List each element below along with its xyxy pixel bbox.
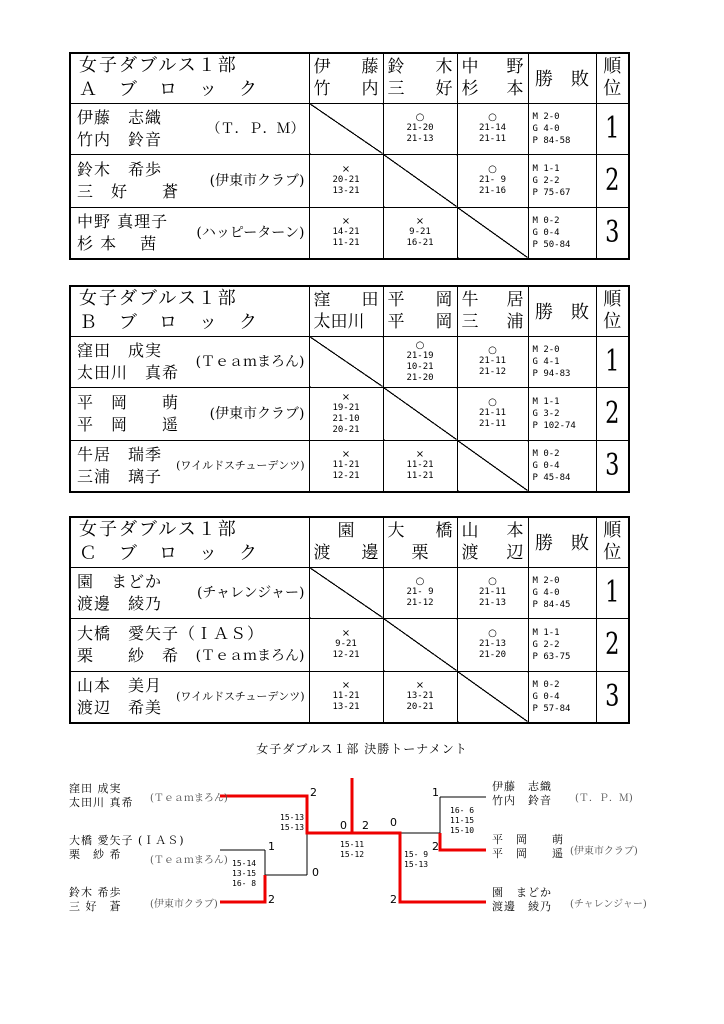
- win-loss-cell: M 2-0 G 4-0 P 84-45: [528, 567, 596, 618]
- game-count: 2: [310, 786, 317, 799]
- game-count: 2: [268, 893, 275, 906]
- tournament-team: 鈴木 希歩 三 好 蒼: [69, 886, 122, 913]
- rank-cell: 1: [600, 567, 625, 618]
- player-cell: 窪田 成実 太田川 真希 (Ｔｅａｍまろん): [70, 336, 309, 387]
- rank-cell: 1: [600, 103, 625, 154]
- score-cell: × 11-21 11-21: [383, 440, 457, 492]
- player-cell: 鈴木 希歩 三 好 蒼 (伊東市クラブ): [70, 154, 309, 207]
- player-cell: 中野 真理子 杉 本 茜 (ハッピーターン): [70, 207, 309, 259]
- opponent-header: 山 本 渡 辺: [457, 517, 528, 567]
- win-loss-cell: M 2-0 G 4-1 P 94-83: [528, 336, 596, 387]
- opponent-header: 園 渡 邊: [309, 517, 383, 567]
- opponent-header: 平 岡 平 岡: [383, 286, 457, 336]
- set-scores: 15- 9 15-13: [404, 850, 429, 869]
- tournament-title: 女子ダブルス１部 決勝トーナメント: [256, 742, 468, 756]
- block-title: 女子ダブルス１部 Ｂ ブ ロ ッ ク: [70, 286, 309, 336]
- win-loss-cell: M 2-0 G 4-0 P 84-58: [528, 103, 596, 154]
- score-cell: × 9-21 12-21: [309, 618, 383, 671]
- tournament-team: 窪田 成実 太田川 真希: [69, 782, 134, 809]
- tournament-team: 伊藤 志織 竹内 鈴音: [492, 780, 552, 807]
- win-loss-cell: M 1-1 G 2-2 P 63-75: [528, 618, 596, 671]
- score-cell: × 9-21 16-21: [383, 207, 457, 259]
- score-cell: × 20-21 13-21: [309, 154, 383, 207]
- opponent-header: 大 橋 栗: [383, 517, 457, 567]
- score-cell: ○ 21- 9 21-16: [457, 154, 528, 207]
- team-club: (伊東市クラブ): [150, 899, 218, 910]
- game-count: 0: [340, 819, 347, 832]
- win-loss-cell: M 1-1 G 2-2 P 75-67: [528, 154, 596, 207]
- rank-cell: 3: [600, 440, 625, 492]
- score-cell: ○ 21-13 21-20: [457, 618, 528, 671]
- team-club: (伊東市クラブ): [570, 846, 638, 857]
- block-title: 女子ダブルス１部 Ｃ ブ ロ ッ ク: [70, 517, 309, 567]
- score-cell: × 11-21 12-21: [309, 440, 383, 492]
- player-cell: 伊藤 志織 竹内 鈴音 （Ｔ．Ｐ．Ｍ）: [70, 103, 309, 154]
- game-count: 2: [432, 840, 439, 853]
- score-cell: ○ 21-11 21-12: [457, 336, 528, 387]
- player-cell: 大橋 愛矢子（ＩＡＳ） 栗 紗 希 (Ｔｅａｍまろん): [70, 618, 309, 671]
- game-count: 1: [268, 840, 275, 853]
- win-loss-cell: M 1-1 G 3-2 P 102-74: [528, 387, 596, 440]
- score-cell: ○ 21-14 21-11: [457, 103, 528, 154]
- score-cell: ○ 21-11 21-13: [457, 567, 528, 618]
- score-cell: ○ 21-11 21-11: [457, 387, 528, 440]
- opponent-header: 窪 田 太田川: [309, 286, 383, 336]
- score-cell: ○ 21-19 10-21 21-20: [383, 336, 457, 387]
- win-loss-header: 勝 敗: [528, 517, 596, 567]
- set-scores: 15-13 15-13: [280, 813, 305, 832]
- opponent-header: 中 野 杉 本: [457, 53, 528, 103]
- rank-cell: 2: [600, 618, 625, 671]
- score-cell: × 19-21 21-10 20-21: [309, 387, 383, 440]
- opponent-header: 伊 藤 竹 内: [309, 53, 383, 103]
- rank-cell: 2: [600, 387, 625, 440]
- game-count: 2: [390, 893, 397, 906]
- game-count: 0: [312, 866, 319, 879]
- team-club: (Ｔｅａｍまろん): [150, 793, 228, 804]
- win-loss-cell: M 0-2 G 0-4 P 50-84: [528, 207, 596, 259]
- opponent-header: 牛 居 三 浦: [457, 286, 528, 336]
- block-title: 女子ダブルス１部 Ａ ブ ロ ッ ク: [70, 53, 309, 103]
- set-scores: 16- 6 11-15 15-10: [450, 806, 475, 835]
- rank-header: 順 位: [596, 286, 629, 336]
- team-club: (チャレンジャー): [570, 899, 647, 910]
- tournament-team: 大橋 愛矢子 (ＩＡＳ) 栗 紗 希: [69, 834, 185, 861]
- rank-header: 順 位: [596, 53, 629, 103]
- rank-cell: 3: [600, 671, 625, 723]
- player-cell: 平 岡 萌 平 岡 遥 (伊東市クラブ): [70, 387, 309, 440]
- score-cell: ○ 21- 9 21-12: [383, 567, 457, 618]
- opponent-header: 鈴 木 三 好: [383, 53, 457, 103]
- score-cell: ○ 21-20 21-13: [383, 103, 457, 154]
- tournament-team: 園 まどか 渡邊 綾乃: [492, 886, 552, 913]
- set-scores: 15-11 15-12: [340, 840, 365, 859]
- player-cell: 園 まどか 渡邊 綾乃 (チャレンジャー): [70, 567, 309, 618]
- win-loss-cell: M 0-2 G 0-4 P 57-84: [528, 671, 596, 723]
- rank-cell: 3: [600, 207, 625, 259]
- game-count: 2: [362, 819, 369, 832]
- game-count: 0: [390, 816, 397, 829]
- rank-cell: 2: [600, 154, 625, 207]
- set-scores: 15-14 13-15 16- 8: [232, 859, 257, 888]
- score-cell: × 11-21 13-21: [309, 671, 383, 723]
- rank-cell: 1: [600, 336, 625, 387]
- team-club: (Ｔ．Ｐ．Ｍ): [575, 793, 633, 804]
- rank-header: 順 位: [596, 517, 629, 567]
- win-loss-header: 勝 敗: [528, 53, 596, 103]
- win-loss-cell: M 0-2 G 0-4 P 45-84: [528, 440, 596, 492]
- win-loss-header: 勝 敗: [528, 286, 596, 336]
- player-cell: 山本 美月 渡辺 希美 (ワイルドスチューデンツ): [70, 671, 309, 723]
- game-count: 1: [432, 786, 439, 799]
- tournament-team: 平 岡 萌 平 岡 遥: [492, 833, 564, 860]
- score-cell: × 13-21 20-21: [383, 671, 457, 723]
- score-cell: × 14-21 11-21: [309, 207, 383, 259]
- player-cell: 牛居 瑞季 三浦 璃子 (ワイルドスチューデンツ): [70, 440, 309, 492]
- team-club: (Ｔｅａｍまろん): [150, 855, 228, 866]
